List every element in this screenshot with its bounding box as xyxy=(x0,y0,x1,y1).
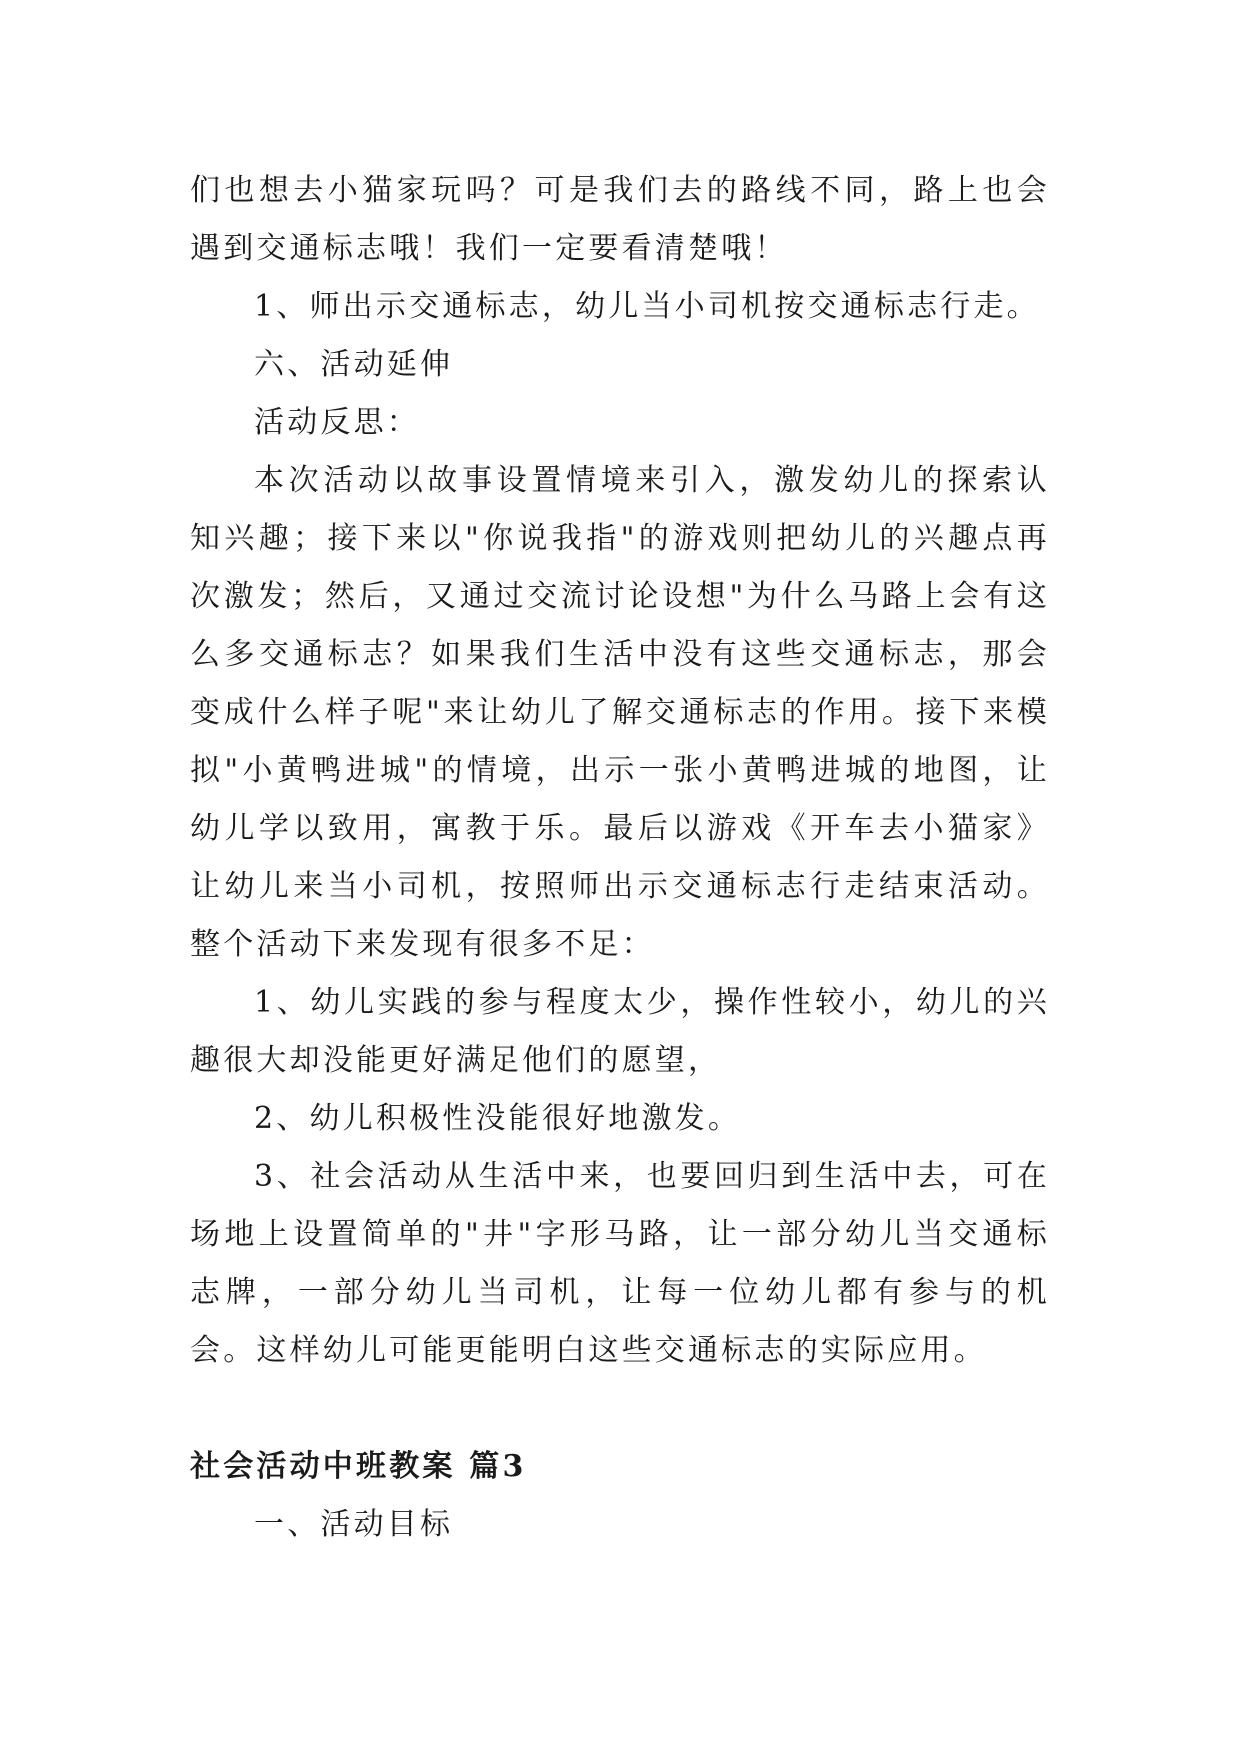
paragraph-step-1: 1、师出示交通标志，幼儿当小司机按交通标志行走。 xyxy=(254,289,1040,324)
paragraph-reflection-title: 活动反思： xyxy=(254,405,420,440)
paragraph-activity-extension: 六、活动延伸 xyxy=(254,347,454,382)
section-heading: 社会活动中班教案 篇3 xyxy=(190,1449,527,1484)
paragraph-shortcoming-1: 1、幼儿实践的参与程度太少，操作性较小，幼儿的兴趣很大却没能更好满足他们的愿望， xyxy=(190,985,1050,1078)
paragraph-shortcoming-3: 3、社会活动从生活中来，也要回归到生活中去，可在场地上设置简单的"井"字形马路，让一部分幼儿当交通标志牌，一部分幼儿当司机，让每一位幼儿都有参与的机会。这样幼儿可能更能明白这些交通标志的实际应用。 xyxy=(190,1159,1050,1368)
paragraph-reflection-body: 本次活动以故事设置情境来引入，激发幼儿的探索认知兴趣；接下来以"你说我指"的游戏则把幼儿的兴趣点再次激发；然后，又通过交流讨论设想"为什么马路上会有这么多交通标志？如果我们生活中没有这些交通标志，那会变成什么样子呢"来让幼儿了解交通标志的作用。接下来模拟"小黄鸭进城"的情境，出示一张小黄鸭进城的地图，让幼儿学以致用，寓教于乐。最后以游戏《开车去小猫家》让幼儿来当小司机，按照师出示交通标志行走结束活动。整个活动下来发现有很多不足： xyxy=(190,463,1050,962)
paragraph-activity-goals: 一、活动目标 xyxy=(254,1507,454,1542)
document-body xyxy=(190,162,1050,1554)
paragraph-continuation: 们也想去小猫家玩吗？可是我们去的路线不同，路上也会遇到交通标志哦！我们一定要看清楚哦！ xyxy=(190,173,1050,266)
paragraph-shortcoming-2: 2、幼儿积极性没能很好地激发。 xyxy=(254,1101,742,1136)
